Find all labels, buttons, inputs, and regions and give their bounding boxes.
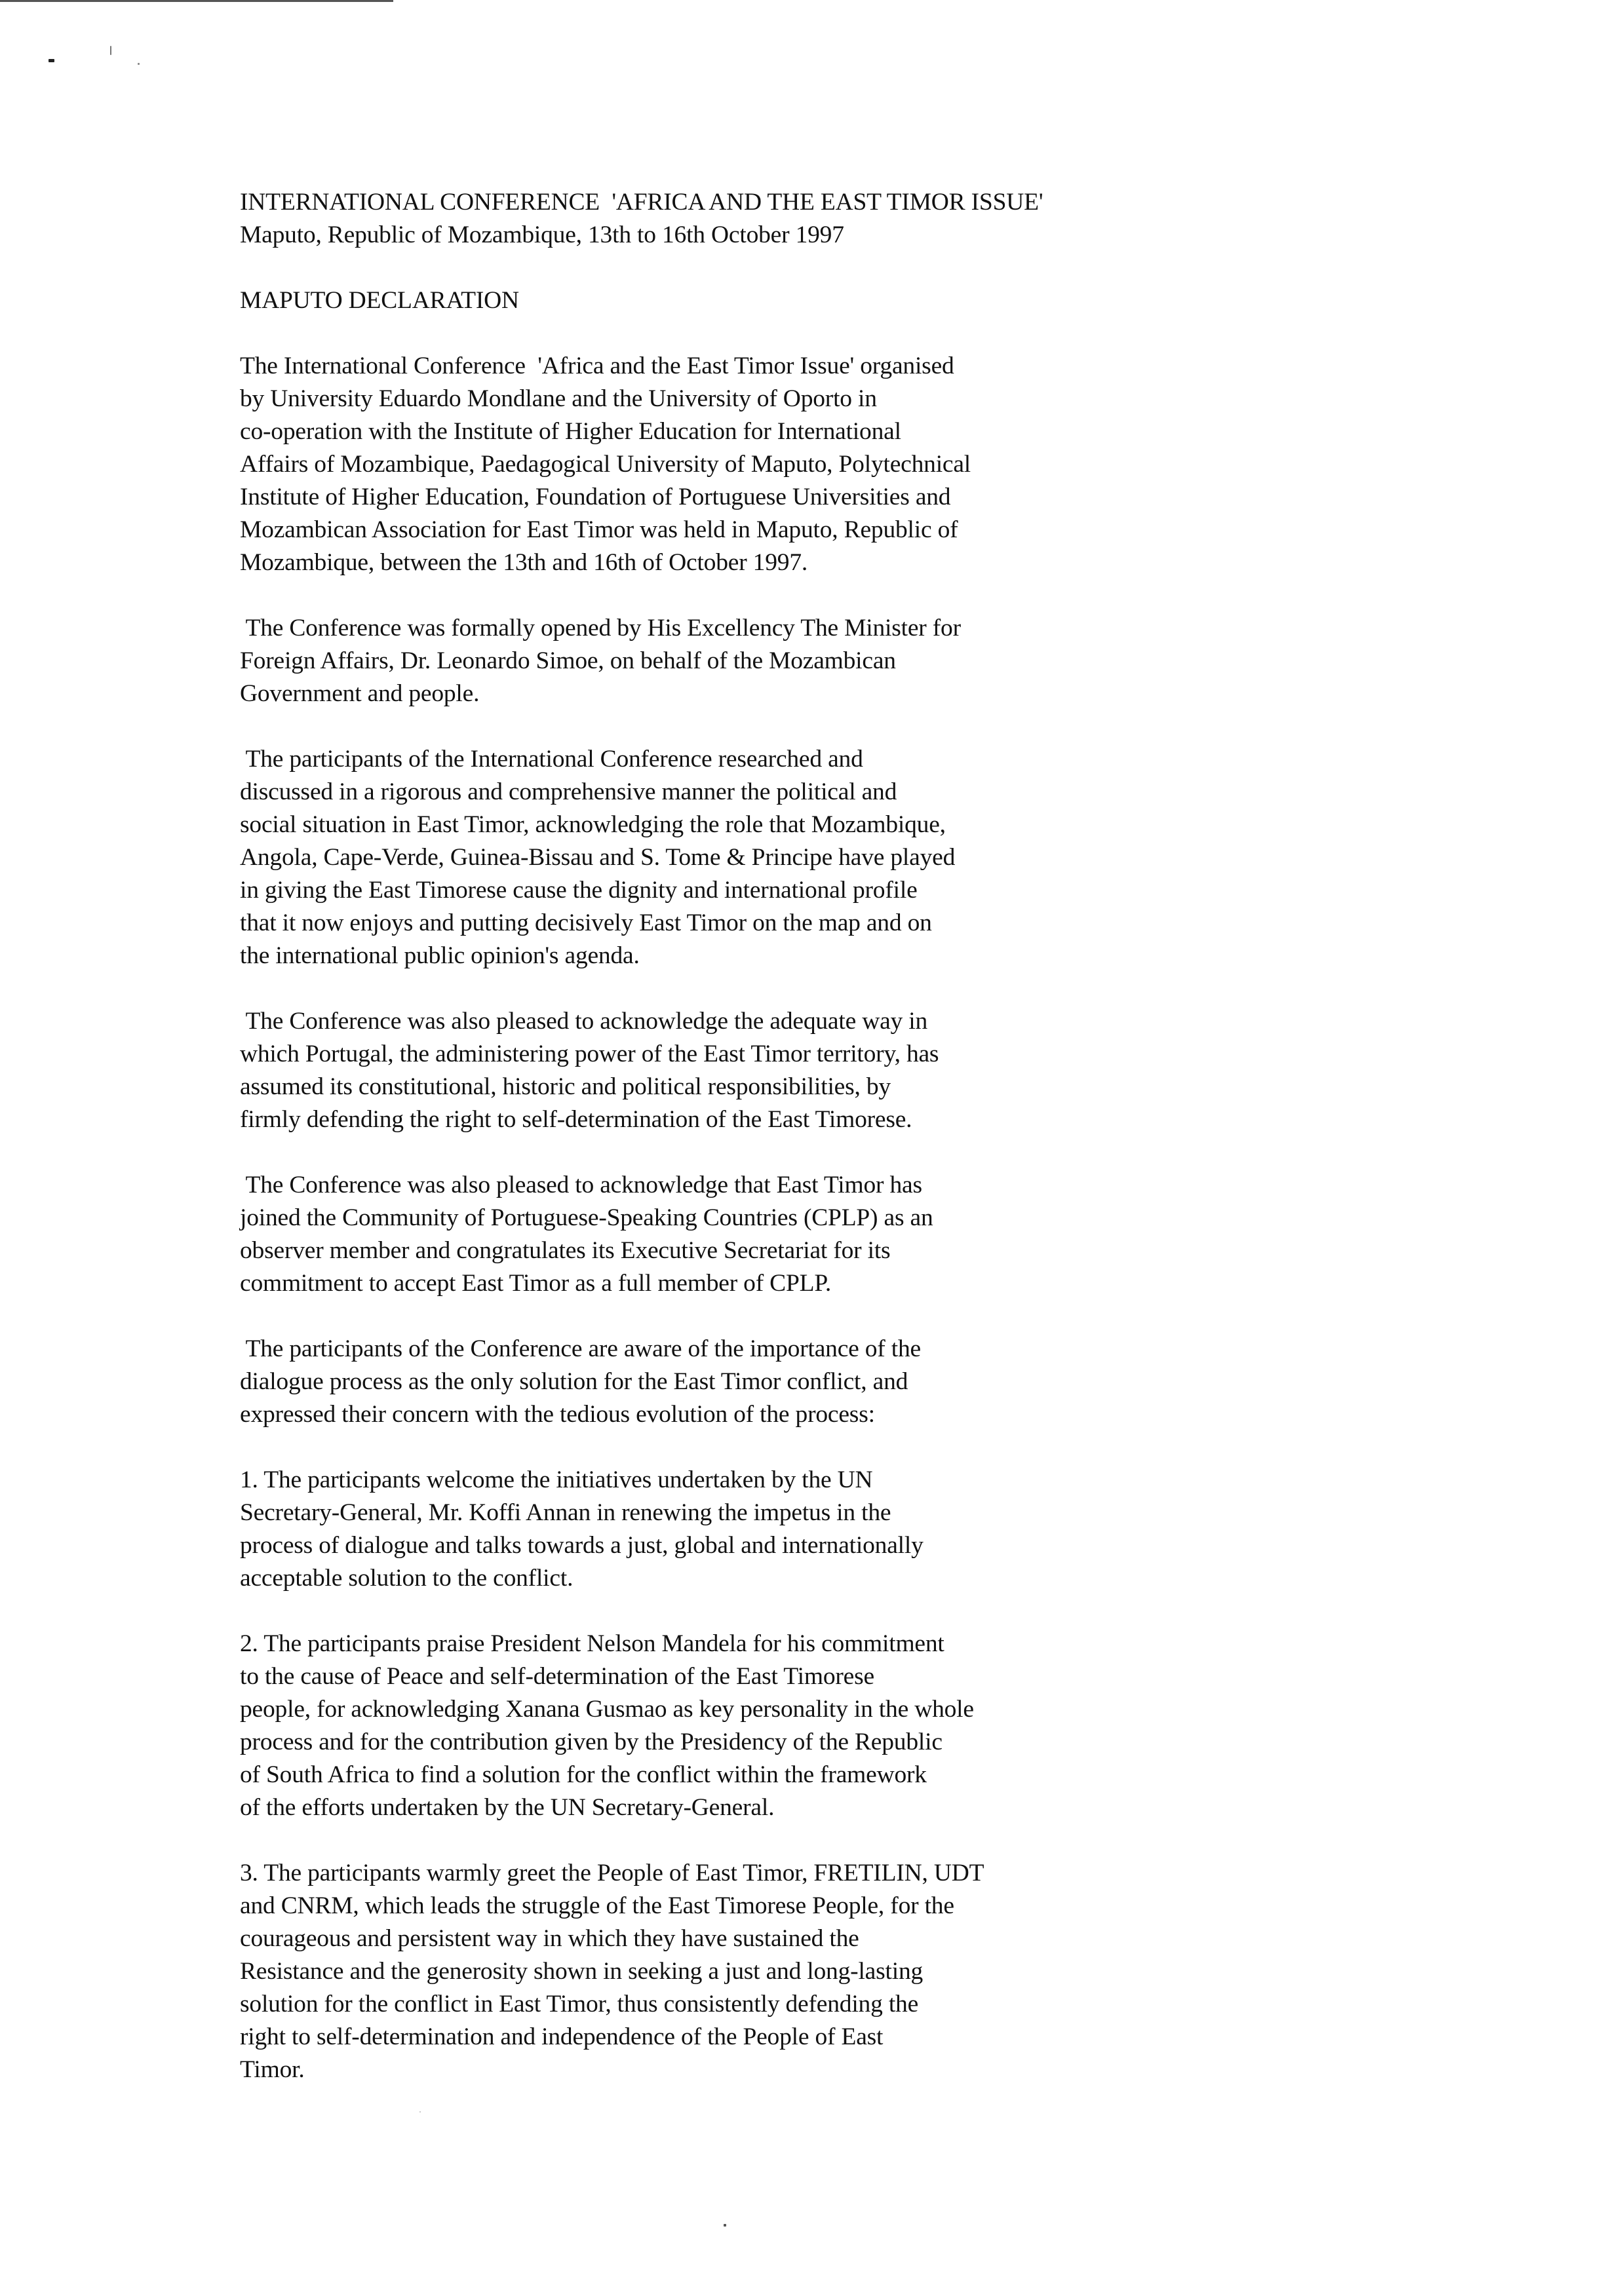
scan-edge-line (0, 0, 393, 2)
paragraph-line: expressed their concern with the tedious evolution of the process: (240, 1401, 875, 1428)
paragraph-line: Foreign Affairs, Dr. Leonardo Simoe, on behalf of the Mozambican (240, 647, 896, 674)
paragraph-line: right to self-determination and independence of the People of East (240, 2023, 884, 2050)
paragraph-line: observer member and congratulates its Executive Secretariat for its (240, 1237, 891, 1264)
scan-speck (110, 46, 111, 55)
paragraph-line: Mozambican Association for East Timor was held in Maputo, Republic of (240, 516, 958, 543)
paragraph-line: people, for acknowledging Xanana Gusmao as key personality in the whole (240, 1696, 974, 1723)
declaration-title-text: MAPUTO DECLARATION (240, 287, 519, 314)
paragraph (240, 1005, 1158, 1136)
paragraph (240, 612, 1158, 710)
paragraph-line: acceptable solution to the conflict. (240, 1565, 574, 1592)
paragraph-line: the international public opinion's agenda. (240, 942, 640, 969)
paragraph-line: and CNRM, which leads the struggle of the East Timorese People, for the (240, 1892, 954, 1919)
paragraph (240, 1857, 1158, 2086)
paragraph-line: The Conference was formally opened by His Excellency The Minister for (240, 615, 961, 641)
paragraph-line: process of dialogue and talks towards a just, global and internationally (240, 1532, 924, 1559)
paragraph-line: Government and people. (240, 680, 480, 707)
paragraph-line: social situation in East Timor, acknowledging the role that Mozambique, (240, 811, 946, 838)
paragraph-line: in giving the East Timorese cause the dignity and international profile (240, 877, 918, 904)
paragraph-line: process and for the contribution given by the Presidency of the Republic (240, 1729, 943, 1755)
paragraph-line: dialogue process as the only solution for the East Timor conflict, and (240, 1368, 908, 1395)
paragraph-line: 2. The participants praise President Nelson Mandela for his commitment (240, 1630, 944, 1657)
paragraph-line: The International Conference 'Africa and the East Timor Issue' organised (240, 353, 954, 379)
paragraph-line: co-operation with the Institute of Higher Education for International (240, 418, 901, 445)
scan-speck (724, 2224, 726, 2227)
paragraph (240, 350, 1158, 579)
paragraph-line: solution for the conflict in East Timor, thus consistently defending the (240, 1991, 919, 2018)
paragraph-line: courageous and persistent way in which they have sustained the (240, 1925, 859, 1952)
conference-title-line: INTERNATIONAL CONFERENCE 'AFRICA AND THE EAST TIMOR ISSUE' (240, 189, 1043, 216)
conference-venue-line: Maputo, Republic of Mozambique, 13th to 16th October 1997 (240, 221, 844, 248)
paragraph-line: Timor. (240, 2056, 305, 2083)
paragraph-line: Mozambique, between the 13th and 16th of October 1997. (240, 549, 808, 576)
paragraph (240, 743, 1158, 972)
scan-speck (138, 63, 140, 65)
conference-header (240, 186, 1158, 252)
paragraph-line: Resistance and the generosity shown in seeking a just and long-lasting (240, 1958, 924, 1985)
paragraph-line: of the efforts undertaken by the UN Secretary-General. (240, 1794, 775, 1821)
paragraph-line: discussed in a rigorous and comprehensive manner the political and (240, 778, 897, 805)
paragraph-line: The Conference was also pleased to acknowledge that East Timor has (240, 1172, 922, 1198)
paragraph-line: assumed its constitutional, historic and political responsibilities, by (240, 1073, 891, 1100)
paragraph (240, 1333, 1158, 1431)
paragraph-line: Institute of Higher Education, Foundation of Portuguese Universities and (240, 484, 951, 510)
paragraph-line: that it now enjoys and putting decisively East Timor on the map and on (240, 909, 932, 936)
declaration-paragraphs (240, 350, 1158, 2086)
paragraph (240, 1628, 1158, 1824)
paragraph-line: 3. The participants warmly greet the People of East Timor, FRETILIN, UDT (240, 1860, 984, 1886)
paragraph-line: Secretary-General, Mr. Koffi Annan in renewing the impetus in the (240, 1499, 891, 1526)
paragraph-line: 1. The participants welcome the initiatives undertaken by the UN (240, 1466, 873, 1493)
declaration-title (240, 284, 1158, 317)
paragraph-line: Affairs of Mozambique, Paedagogical University of Maputo, Polytechnical (240, 451, 971, 478)
paragraph-line: by University Eduardo Mondlane and the University of Oporto in (240, 385, 877, 412)
paragraph-line: joined the Community of Portuguese-Speaking Countries (CPLP) as an (240, 1204, 933, 1231)
paragraph-line: firmly defending the right to self-determination of the East Timorese. (240, 1106, 912, 1133)
paragraph-line: The participants of the International Conference researched and (240, 746, 863, 773)
document-body (240, 186, 1158, 2119)
paragraph-line: of South Africa to find a solution for the conflict within the framework (240, 1761, 927, 1788)
paragraph-line: to the cause of Peace and self-determination of the East Timorese (240, 1663, 874, 1690)
paragraph-line: The participants of the Conference are aware of the importance of the (240, 1335, 921, 1362)
paragraph (240, 1169, 1158, 1300)
paragraph-line: The Conference was also pleased to acknowledge the adequate way in (240, 1008, 928, 1035)
paragraph-line: which Portugal, the administering power of the East Timor territory, has (240, 1041, 939, 1067)
scan-speck (49, 59, 54, 62)
paragraph-line: commitment to accept East Timor as a full member of CPLP. (240, 1270, 832, 1297)
paragraph (240, 1464, 1158, 1595)
paragraph-line: Angola, Cape-Verde, Guinea-Bissau and S. Tome & Principe have played (240, 844, 956, 871)
